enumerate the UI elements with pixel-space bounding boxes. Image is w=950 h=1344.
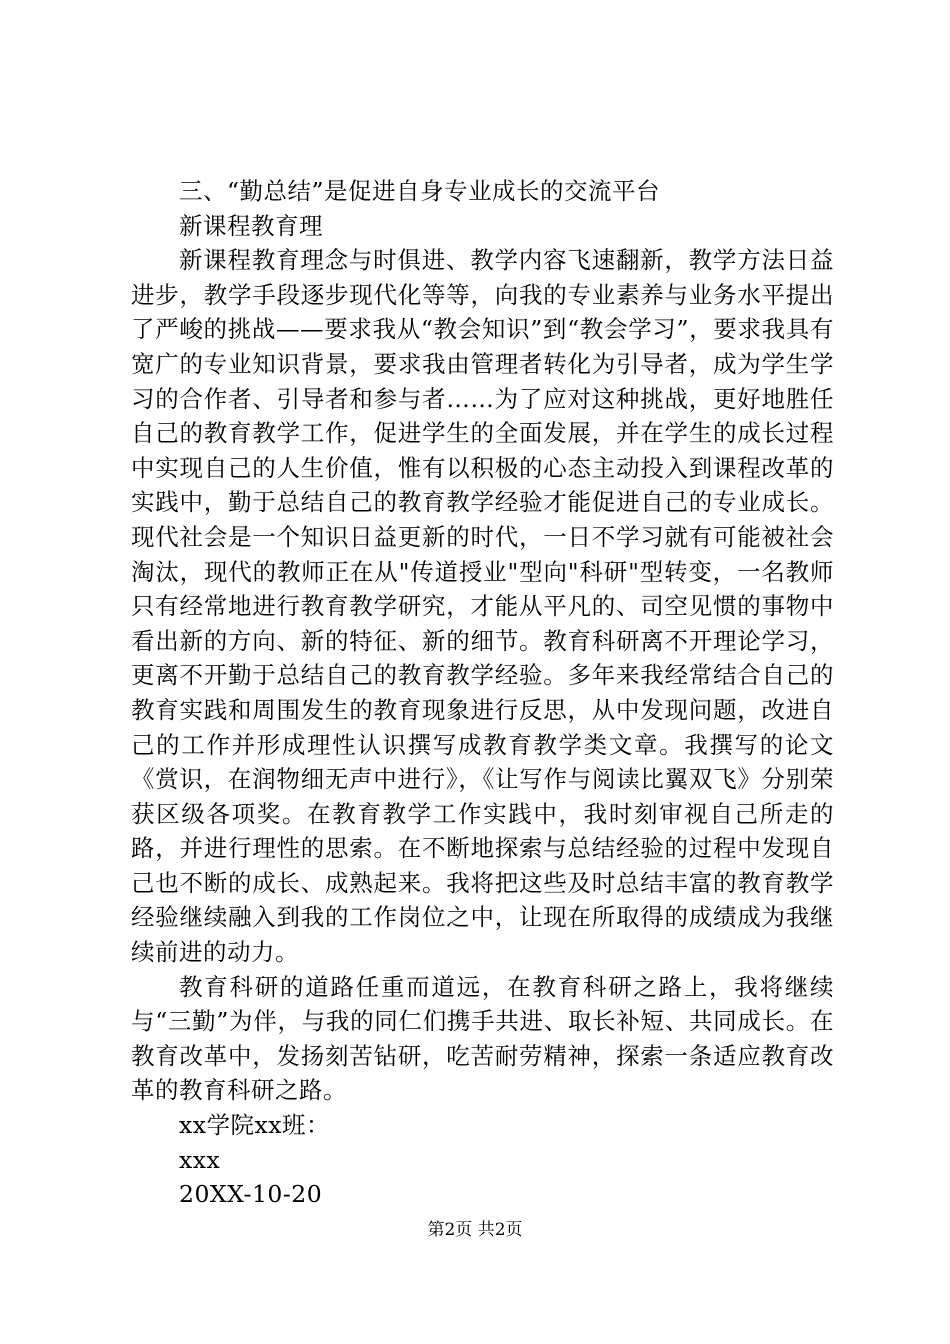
body-paragraph-1: 新课程教育理念与时俱进、教学内容飞速翻新，教学方法日益进步，教学手段逐步现代化等等，向我的专业素养与业务水平提出了严峻的挑战——要求我从“教会知识”到“教会学习”，要求我具有宽广的专业知识背景，要求我由管理者转化为引导者，成为学生学习的合作者、引导者和参与者……为了应对这种挑战，更好地胜任自己的教育教学工作，促进学生的全面发展，并在学生的成长过程中实现自己的人生价值，惟有以积极的心态主动投入到课程改革的实践中，勤于总结自己的教育教学经验才能促进自己的专业成长。现代社会是一个知识日益更新的时代，一日不学习就有可能被社会淘汰，现代的教师正在从"传道授业"型向"科研"型转变，一名教师只有经常地进行教育教学研究，才能从平凡的、司空见惯的事物中看出新的方向、新的特征、新的细节。教育科研离不开理论学习，更离不开勤于总结自己的教育教学经验。多年来我经常结合自己的教育实践和周围发生的教育现象进行反思，从中发现问题，改进自己的工作并形成理性认识撰写成教育教学类文章。我撰写的论文《赏识，在润物细无声中进行》，《让写作与阅读比翼双飞》分别荣获区级各项奖。在教育教学工作实践中，我时刻审视自己所走的路，并进行理性的思索。在不断地探索与总结经验的过程中发现自己也不断的成长、成熟起来。我将把这些及时总结丰富的教育教学经验继续融入到我的工作岗位之中，让现在所取得的成绩成为我继续前进的动力。	[131, 246, 834, 967]
section-heading: 三、“勤总结”是促进自身专业成长的交流平台	[179, 177, 661, 205]
section-subheading: 新课程教育理	[179, 211, 323, 240]
signature-name: xxx	[179, 1145, 221, 1174]
page-footer	[0, 1218, 950, 1242]
page-indicator: 第2页 共2页	[427, 1220, 523, 1240]
document-body	[131, 174, 834, 1212]
body-paragraph-2: 教育科研的道路任重而道远，在教育科研之路上，我将继续与“三勤”为伴，与我的同仁们携手共进、取长补短、共同成长。在教育改革中，发扬刻苦钻研，吃苦耐劳精神，探索一条适应教育改革的教育科研之路。	[131, 972, 834, 1105]
signature-date: 20XX-10-20	[179, 1180, 323, 1209]
signature-school-class: xx学院xx班：	[179, 1111, 331, 1140]
